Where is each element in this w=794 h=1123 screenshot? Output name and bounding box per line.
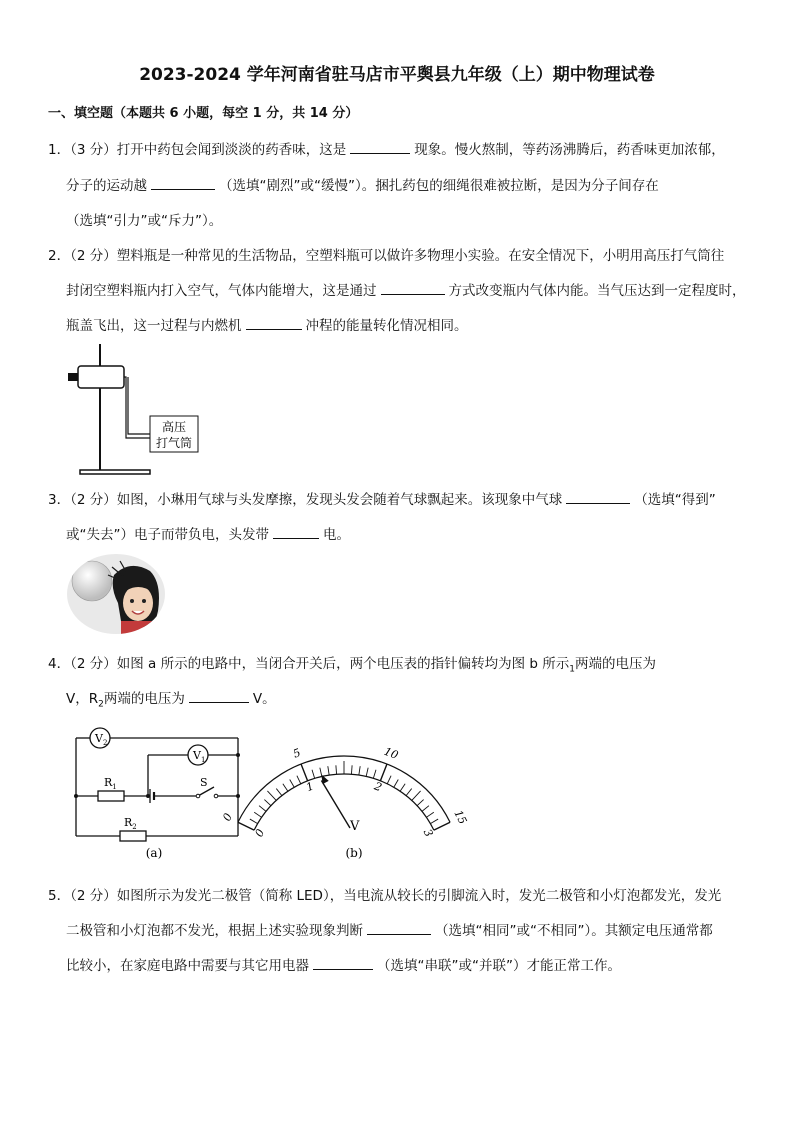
dial-tick: [400, 784, 405, 791]
dial-tick: [380, 764, 387, 781]
q5-text-3a: 比较小，在家庭电路中需要与其它用电器: [66, 958, 309, 974]
q3-blank-1[interactable]: [566, 489, 630, 504]
dial-tick: [254, 812, 261, 817]
dial-inner-label: 3: [420, 827, 436, 840]
dial-outer-label: 10: [382, 744, 400, 762]
dial-tick: [359, 766, 360, 775]
balloon: [72, 561, 112, 601]
bottle-cap: [68, 373, 78, 381]
q4-text-2a: V，R: [66, 691, 99, 707]
dial-outer-label: 5: [291, 746, 303, 761]
q1-text-3: （选填“引力”或“斥力”）。: [66, 213, 223, 229]
q2-text-3a: 瓶盖飞出，这一过程与内燃机: [66, 318, 242, 334]
resistor-r1: [98, 791, 124, 801]
q4-blank-2[interactable]: [189, 688, 249, 703]
svg-text:R2: $R_2$: [124, 816, 137, 831]
q4-line-2: V，$R_2$两端的电压为 V。: [66, 687, 276, 710]
dial-tick: [267, 791, 276, 801]
resistor-r2: [120, 831, 146, 841]
switch-label: S: [200, 776, 208, 789]
dial-arc-inner: [254, 774, 434, 830]
dial-tick: [312, 770, 315, 779]
q2-line-2: [66, 279, 746, 299]
dial-tick: [387, 776, 391, 784]
dial-needle: [321, 781, 350, 828]
q4-text-2b: 两端的电压为: [103, 691, 185, 707]
q3-text-1a: 3．（2 分）如图，小琳用气球与头发摩擦，发现头发会随着气球飘起来。该现象中气球: [48, 492, 563, 508]
q3-line-1: [48, 488, 716, 508]
circuit-caption: (a): [145, 846, 163, 860]
exam-title: 2023-2024 学年河南省驻马店市平舆县九年级（上）期中物理试卷: [139, 65, 655, 85]
q1-blank-1[interactable]: [350, 139, 410, 154]
dial-inner-label: 2: [372, 779, 384, 795]
q5-line-2: [66, 919, 713, 939]
q1-text-2b: （选填“剧烈”或“缓慢”）。捆扎药包的细绳很难被拉断，是因为分子间存在: [219, 178, 659, 194]
q2-line-3: [66, 314, 468, 334]
q5-blank-1[interactable]: [367, 920, 431, 935]
q2-blank-1[interactable]: [381, 280, 445, 295]
dial-tick: [412, 791, 421, 801]
dial-tick: [276, 789, 282, 796]
bottle-body: [78, 366, 124, 388]
dial-tick: [394, 779, 398, 787]
q5-text-3b: （选填“串联”或“并联”）才能正常工作。: [377, 958, 621, 974]
dial-tick: [434, 822, 450, 830]
q4-circuit-diagram: [66, 724, 246, 864]
q2-line-1: [48, 244, 724, 264]
dial-tick: [422, 806, 429, 812]
dial-inner-label: 0: [252, 827, 268, 840]
q4-line-1: 4．（2 分）如图 a 所示的电路中，当闭合开关后，两个电压表的指针偏转均为图 b 所示$_1$两端的电压为: [48, 656, 656, 675]
dial-tick: [366, 768, 368, 777]
q4-voltmeter-dial: [220, 724, 470, 864]
dial-tick: [336, 765, 337, 774]
q5-line-1: [48, 884, 721, 904]
q5-blank-2[interactable]: [313, 955, 373, 970]
dial-tick: [351, 765, 352, 774]
dial-tick: [417, 800, 424, 806]
q3-girl-balloon-image: [66, 553, 166, 635]
q5-text-2a: 二极管和小灯泡都不发光，根据上述实验现象判断: [66, 923, 363, 939]
q1-text-1a: 1．（3 分）打开中药包会闻到淡淡的药香味，这是: [48, 142, 347, 158]
q3-text-2a: 或“失去”）电子而带负电，头发带: [66, 527, 269, 543]
section-heading: 一、填空题（本题共 6 小题，每空 1 分，共 14 分）: [48, 106, 359, 121]
dial-tick: [426, 812, 433, 817]
dial-tick: [406, 789, 412, 796]
q3-text-2b: 电。: [323, 527, 350, 543]
q3-blank-2[interactable]: [273, 524, 319, 539]
dial-outer-label: 15: [451, 808, 470, 827]
q3-text-1b: （选填“得到”: [634, 492, 716, 508]
dial-tick: [264, 800, 271, 806]
svg-text:V2: $V_2$: [95, 732, 108, 747]
dial-inner-label: 1: [304, 779, 316, 795]
q1-line-2: [66, 174, 659, 194]
dial-caption: (b): [345, 846, 363, 860]
q4-text-2c: V。: [252, 691, 276, 707]
dial-tick: [430, 819, 438, 824]
dial-tick: [250, 819, 258, 824]
q1-text-2a: 分子的运动越: [66, 178, 147, 194]
stand-base: [80, 470, 150, 474]
dial-tick: [301, 764, 308, 781]
dial-unit: V: [350, 819, 360, 834]
dial-ticks: [238, 761, 450, 830]
dial-tick: [297, 776, 301, 784]
dial-tick: [259, 806, 266, 812]
pump-label-1: 高压: [161, 420, 187, 434]
face: [123, 585, 153, 621]
q2-text-3b: 冲程的能量转化情况相同。: [305, 318, 468, 334]
q2-text-1: 2．（2 分）塑料瓶是一种常见的生活物品，空塑料瓶可以做许多物理小实验。在安全情况下，小明用高压打气筒往: [48, 248, 725, 264]
dial-tick: [373, 770, 376, 779]
dial-tick: [283, 784, 288, 791]
q1-line-3: [66, 209, 222, 229]
q5-text-2b: （选填“相同”或“不相同”）。其额定电压通常都: [435, 923, 713, 939]
svg-text:V1: $V_1$: [193, 749, 206, 764]
dial-tick: [328, 766, 329, 775]
dial-tick: [290, 779, 294, 787]
q2-blank-2[interactable]: [246, 315, 302, 330]
q2-text-2a: 封闭空塑料瓶内打入空气，气体内能增大，这是通过: [66, 283, 377, 299]
dial-outer-label: 0: [220, 811, 235, 824]
q3-line-2: [66, 523, 350, 543]
q5-line-3: [66, 954, 621, 974]
pump-label-2: 打气筒: [155, 436, 193, 450]
svg-text:R1: $R_1$: [104, 776, 117, 791]
q2-pump-figure: [64, 340, 214, 476]
q1-text-1b: 现象。慢火熬制，等药汤沸腾后，药香味更加浓郁，: [414, 142, 725, 158]
q4-text-1-tail: 两端的电压为: [574, 656, 656, 672]
q5-text-1: 5．（2 分）如图所示为发光二极管（简称 LED），当电流从较长的引脚流入时，发光二极管和小灯泡都发光，发光: [48, 888, 722, 904]
q1-blank-2[interactable]: [151, 175, 215, 190]
q1-line-1: [48, 138, 725, 158]
q2-text-2b: 方式改变瓶内气体内能。当气压达到一定程度时，: [448, 283, 746, 299]
q4-text-1: 4．（2 分）如图 a 所示的电路中，当闭合开关后，两个电压表的指针偏转均为图 b 所示: [48, 656, 570, 672]
